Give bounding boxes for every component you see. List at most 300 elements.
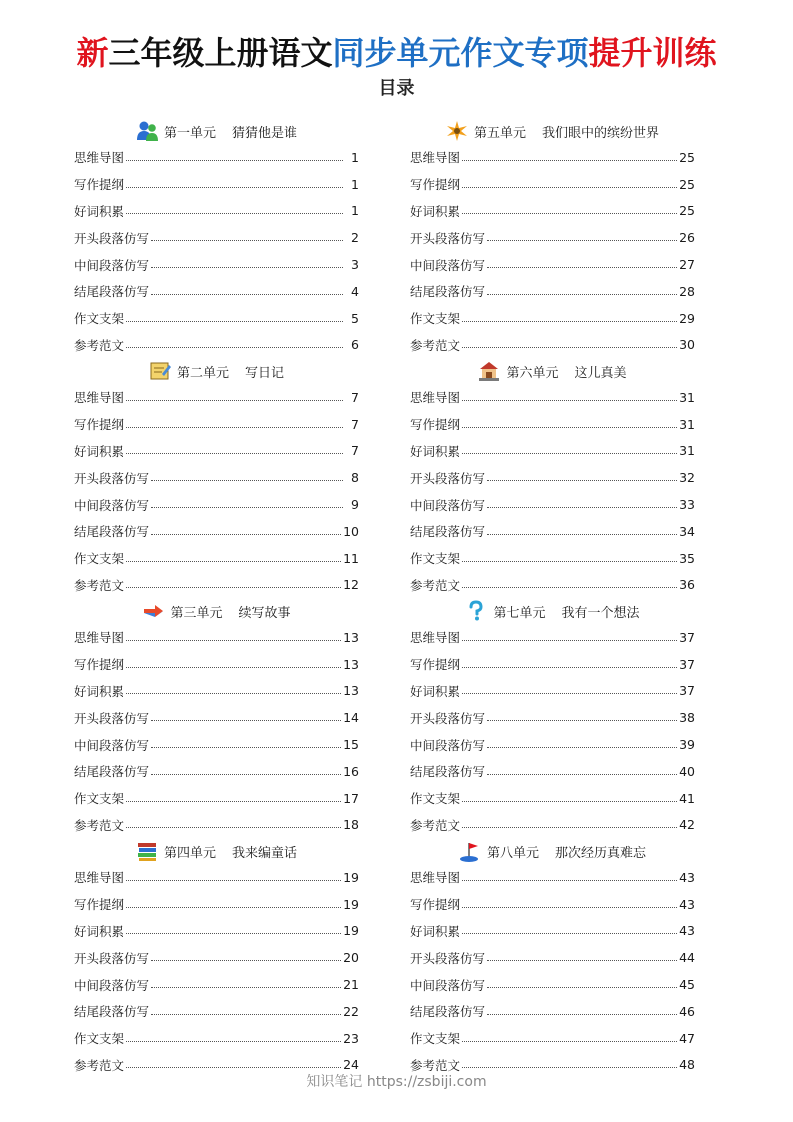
toc-entry-label: 思维导图 — [410, 390, 461, 406]
unit-topic: 那次经历真难忘 — [555, 845, 647, 861]
toc-entry-page-number: 11 — [343, 550, 359, 566]
toc-entry-label: 开头段落仿写 — [410, 470, 486, 486]
toc-entry[interactable] — [410, 332, 695, 359]
toc-entry-label: 参考范文 — [410, 1057, 461, 1073]
toc-entry[interactable] — [74, 411, 359, 438]
toc-entry[interactable] — [410, 384, 695, 411]
toc-entry-page-number: 7 — [351, 443, 359, 459]
toc-entry-label: 作文支架 — [74, 1031, 125, 1047]
toc-entry-label: 好词积累 — [410, 923, 461, 939]
toc-entry[interactable] — [410, 491, 695, 518]
unit-topic: 我来编童话 — [232, 845, 298, 861]
dot-leader — [462, 427, 677, 428]
unit-topic: 这儿真美 — [574, 365, 627, 381]
toc-entry-page-number: 25 — [679, 176, 695, 192]
unit-number: 第五单元 — [473, 125, 526, 141]
toc-entry-page-number: 1 — [351, 203, 359, 219]
toc-entry-page-number: 23 — [343, 1030, 359, 1046]
toc-entry-label: 思维导图 — [74, 150, 125, 166]
dot-leader — [462, 587, 677, 588]
dot-leader — [151, 507, 343, 508]
dot-leader — [462, 667, 677, 668]
dot-leader — [126, 400, 343, 401]
toc-entry[interactable] — [410, 572, 695, 599]
unit-heading[interactable] — [410, 598, 695, 624]
toc-entry-page-number: 25 — [679, 149, 695, 165]
toc-entry[interactable] — [410, 678, 695, 705]
toc-entry[interactable] — [74, 332, 359, 359]
toc-entry-page-number: 6 — [351, 337, 359, 353]
toc-entry[interactable] — [410, 918, 695, 945]
temple-icon — [478, 360, 500, 382]
toc-entry-label: 开头段落仿写 — [74, 470, 150, 486]
dot-leader — [487, 1014, 677, 1015]
toc-entry[interactable] — [74, 891, 359, 918]
dot-leader — [126, 321, 343, 322]
toc-entry-page-number: 1 — [351, 149, 359, 165]
toc-entry[interactable] — [74, 998, 359, 1025]
people-icon — [136, 120, 158, 142]
toc-entry-page-number: 20 — [343, 950, 359, 966]
toc-entry-label: 开头段落仿写 — [74, 710, 150, 726]
toc-entry-page-number: 13 — [343, 683, 359, 699]
unit-heading[interactable] — [410, 838, 695, 864]
toc-entry[interactable] — [74, 651, 359, 678]
dot-leader — [487, 240, 677, 241]
dot-leader — [126, 693, 341, 694]
dot-leader — [487, 267, 677, 268]
toc-entry-label: 结尾段落仿写 — [74, 764, 150, 780]
unit-number: 第七单元 — [493, 605, 546, 621]
toc-entry[interactable] — [410, 305, 695, 332]
unit-topic: 猜猜他是谁 — [232, 125, 298, 141]
unit-number: 第六单元 — [506, 365, 559, 381]
toc-entry-page-number: 31 — [679, 389, 695, 405]
toc-entry-page-number: 16 — [343, 763, 359, 779]
toc-entry[interactable] — [74, 305, 359, 332]
unit-number: 第一单元 — [163, 125, 216, 141]
arrow-right-icon — [142, 600, 164, 622]
unit-number: 第三单元 — [170, 605, 223, 621]
toc-entry-label: 思维导图 — [410, 150, 461, 166]
dot-leader — [151, 267, 343, 268]
toc-entry-label: 作文支架 — [74, 791, 125, 807]
toc-entry[interactable] — [410, 518, 695, 545]
toc-entry-page-number: 17 — [343, 790, 359, 806]
toc-entry-page-number: 21 — [343, 977, 359, 993]
unit-number: 第二单元 — [176, 365, 229, 381]
footer-watermark: 知识笔记 https://zsbiji.com — [306, 1074, 487, 1090]
toc-entry-page-number: 43 — [679, 869, 695, 885]
toc-entry-label: 中间段落仿写 — [74, 977, 150, 993]
dot-leader — [151, 534, 341, 535]
toc-unit-6 — [410, 358, 695, 598]
toc-entry-page-number: 19 — [343, 923, 359, 939]
unit-topic: 续写故事 — [238, 605, 291, 621]
toc-entry-label: 参考范文 — [410, 337, 461, 353]
dot-leader — [126, 667, 341, 668]
toc-entry[interactable] — [410, 624, 695, 651]
toc-entry[interactable] — [410, 198, 695, 225]
toc-entry-label: 写作提纲 — [74, 897, 125, 913]
toc-entry-label: 参考范文 — [410, 817, 461, 833]
toc-entry-page-number: 30 — [679, 337, 695, 353]
toc-entry[interactable] — [410, 464, 695, 491]
toc-entry-label: 作文支架 — [74, 311, 125, 327]
toc-entry-page-number: 5 — [351, 310, 359, 326]
toc-entry-page-number: 14 — [343, 710, 359, 726]
toc-entry-page-number: 3 — [351, 257, 359, 273]
toc-entry-page-number: 26 — [679, 230, 695, 246]
dot-leader — [462, 801, 677, 802]
dot-leader — [487, 294, 677, 295]
toc-entry-label: 作文支架 — [410, 1031, 461, 1047]
toc-entry-page-number: 37 — [679, 683, 695, 699]
unit-heading[interactable] — [74, 358, 359, 384]
toc-entry-label: 思维导图 — [74, 390, 125, 406]
toc-entry[interactable] — [74, 224, 359, 251]
toc-entry[interactable] — [74, 251, 359, 278]
toc-entry[interactable] — [410, 224, 695, 251]
toc-entry[interactable] — [74, 944, 359, 971]
dot-leader — [151, 1014, 341, 1015]
sparkle-star-icon — [446, 120, 468, 142]
title-part-training: 提升训练 — [588, 34, 717, 72]
toc-entry[interactable] — [74, 171, 359, 198]
toc-entry-page-number: 2 — [351, 230, 359, 246]
toc-entry-label: 参考范文 — [74, 817, 125, 833]
toc-entry[interactable] — [74, 438, 359, 465]
dot-leader — [487, 507, 677, 508]
toc-entry-label: 结尾段落仿写 — [410, 764, 486, 780]
toc-entry-page-number: 10 — [343, 523, 359, 539]
toc-entry-label: 中间段落仿写 — [410, 737, 486, 753]
toc-unit-3 — [74, 598, 359, 838]
toc-entry-page-number: 41 — [679, 790, 695, 806]
toc-entry-page-number: 25 — [679, 203, 695, 219]
toc-entry[interactable] — [74, 198, 359, 225]
toc-entry[interactable] — [74, 1025, 359, 1052]
dot-leader — [462, 160, 677, 161]
toc-entry[interactable] — [410, 144, 695, 171]
flag-icon — [459, 840, 481, 862]
toc-entry-page-number: 47 — [679, 1030, 695, 1046]
toc-entry[interactable] — [410, 731, 695, 758]
toc-entry[interactable] — [410, 891, 695, 918]
toc-entry-label: 开头段落仿写 — [410, 950, 486, 966]
toc-entry[interactable] — [74, 144, 359, 171]
toc-entry[interactable] — [74, 971, 359, 998]
toc-unit-5 — [410, 118, 695, 358]
toc-entry[interactable] — [410, 758, 695, 785]
toc-entry-label: 开头段落仿写 — [410, 230, 486, 246]
toc-entry-page-number: 37 — [679, 629, 695, 645]
toc-entry-label: 中间段落仿写 — [410, 497, 486, 513]
toc-entry-page-number: 24 — [343, 1057, 359, 1073]
toc-entry-page-number: 31 — [679, 443, 695, 459]
toc-entry-page-number: 27 — [679, 257, 695, 273]
toc-entry-page-number: 1 — [351, 176, 359, 192]
toc-entry-page-number: 35 — [679, 550, 695, 566]
toc-entry[interactable] — [74, 464, 359, 491]
toc-entry-page-number: 31 — [679, 416, 695, 432]
dot-leader — [126, 880, 341, 881]
toc-entry-page-number: 45 — [679, 977, 695, 993]
books-icon — [136, 840, 158, 862]
unit-heading[interactable] — [74, 598, 359, 624]
toc-entry[interactable] — [74, 518, 359, 545]
toc-entry-label: 写作提纲 — [74, 417, 125, 433]
toc-entry-label: 思维导图 — [410, 630, 461, 646]
toc-entry-label: 作文支架 — [74, 551, 125, 567]
toc-entry[interactable] — [410, 864, 695, 891]
toc-entry-page-number: 32 — [679, 470, 695, 486]
toc-entry[interactable] — [74, 384, 359, 411]
toc-entry-page-number: 39 — [679, 737, 695, 753]
toc-entry-label: 结尾段落仿写 — [74, 524, 150, 540]
unit-heading[interactable] — [410, 358, 695, 384]
toc-entry-page-number: 33 — [679, 497, 695, 513]
toc-entry-page-number: 13 — [343, 629, 359, 645]
toc-entry-page-number: 43 — [679, 923, 695, 939]
toc-entry[interactable] — [74, 704, 359, 731]
dot-leader — [126, 561, 341, 562]
dot-leader — [126, 587, 341, 588]
title-part-grade: 三年级上册语文 — [108, 34, 333, 72]
toc-entry-page-number: 48 — [679, 1057, 695, 1073]
toc-entry-page-number: 19 — [343, 869, 359, 885]
dot-leader — [462, 827, 677, 828]
unit-topic: 写日记 — [245, 365, 285, 381]
toc-entry-page-number: 13 — [343, 656, 359, 672]
toc-entry-page-number: 15 — [343, 737, 359, 753]
toc-entry-label: 中间段落仿写 — [74, 737, 150, 753]
toc-entry-label: 作文支架 — [410, 311, 461, 327]
toc-entry-page-number: 29 — [679, 310, 695, 326]
toc-entry[interactable] — [74, 491, 359, 518]
toc-entry-page-number: 46 — [679, 1003, 695, 1019]
dot-leader — [462, 453, 677, 454]
dot-leader — [126, 801, 341, 802]
toc-entry[interactable] — [74, 572, 359, 599]
dot-leader — [462, 561, 677, 562]
toc-entry[interactable] — [74, 278, 359, 305]
dot-leader — [462, 1067, 677, 1068]
unit-topic: 我有一个想法 — [561, 605, 640, 621]
toc-entry-label: 参考范文 — [410, 577, 461, 593]
toc-unit-1 — [74, 118, 359, 358]
toc-entry-page-number: 36 — [679, 577, 695, 593]
toc-entry-label: 结尾段落仿写 — [410, 524, 486, 540]
toc-entry[interactable] — [74, 812, 359, 839]
dot-leader — [462, 400, 677, 401]
dot-leader — [126, 453, 343, 454]
toc-entry-page-number: 40 — [679, 763, 695, 779]
dot-leader — [462, 693, 677, 694]
toc-entry[interactable] — [410, 171, 695, 198]
toc-entry[interactable] — [74, 678, 359, 705]
dot-leader — [126, 640, 341, 641]
toc-entry[interactable] — [410, 944, 695, 971]
toc-entry-label: 好词积累 — [74, 443, 125, 459]
toc-entry[interactable] — [74, 545, 359, 572]
dot-leader — [151, 240, 343, 241]
toc-entry[interactable] — [74, 918, 359, 945]
dot-leader — [487, 534, 677, 535]
toc-entry[interactable] — [410, 278, 695, 305]
toc-unit-4 — [74, 838, 359, 1078]
dot-leader — [487, 720, 677, 721]
dot-leader — [462, 640, 677, 641]
toc-entry-page-number: 34 — [679, 523, 695, 539]
toc-entry-label: 结尾段落仿写 — [410, 284, 486, 300]
dot-leader — [126, 213, 343, 214]
toc-entry[interactable] — [74, 758, 359, 785]
toc-entry-label: 开头段落仿写 — [74, 230, 150, 246]
dot-leader — [487, 480, 677, 481]
toc-entry-label: 思维导图 — [74, 630, 125, 646]
toc-entry-page-number: 8 — [351, 470, 359, 486]
dot-leader — [151, 294, 343, 295]
notebook-icon — [149, 360, 171, 382]
toc-entry-label: 好词积累 — [74, 923, 125, 939]
dot-leader — [462, 347, 677, 348]
dot-leader — [462, 933, 677, 934]
toc-heading: 目录 — [378, 78, 415, 99]
toc-entry-page-number: 9 — [351, 497, 359, 513]
toc-entry-label: 作文支架 — [410, 791, 461, 807]
dot-leader — [126, 427, 343, 428]
toc-entry-page-number: 22 — [343, 1003, 359, 1019]
toc-entry-label: 好词积累 — [410, 443, 461, 459]
unit-topic: 我们眼中的缤纷世界 — [542, 125, 660, 141]
dot-leader — [126, 1067, 341, 1068]
toc-entry[interactable] — [410, 411, 695, 438]
toc-entry-label: 思维导图 — [74, 870, 125, 886]
toc-entry-label: 中间段落仿写 — [74, 257, 150, 273]
toc-unit-8 — [410, 838, 695, 1078]
toc-entry-page-number: 7 — [351, 416, 359, 432]
toc-entry-label: 参考范文 — [74, 1057, 125, 1073]
title-part-topic: 同步单元作文专项 — [332, 34, 589, 72]
unit-heading[interactable] — [410, 118, 695, 144]
toc-entry-label: 参考范文 — [74, 577, 125, 593]
dot-leader — [462, 907, 677, 908]
toc-entry-label: 中间段落仿写 — [74, 497, 150, 513]
dot-leader — [462, 880, 677, 881]
toc-entry-label: 结尾段落仿写 — [410, 1004, 486, 1020]
toc-entry[interactable] — [410, 438, 695, 465]
toc-entry-page-number: 42 — [679, 817, 695, 833]
dot-leader — [126, 187, 343, 188]
toc-entry[interactable] — [410, 545, 695, 572]
toc-entry-label: 好词积累 — [410, 203, 461, 219]
toc-entry-label: 结尾段落仿写 — [74, 1004, 150, 1020]
unit-heading[interactable] — [74, 838, 359, 864]
dot-leader — [151, 987, 341, 988]
toc-entry-label: 中间段落仿写 — [410, 257, 486, 273]
toc-entry[interactable] — [410, 785, 695, 812]
toc-entry-label: 参考范文 — [74, 337, 125, 353]
toc-unit-2 — [74, 358, 359, 598]
toc-column-left — [74, 118, 359, 1078]
toc-entry-page-number: 4 — [351, 283, 359, 299]
toc-entry-label: 写作提纲 — [410, 177, 461, 193]
toc-entry-label: 写作提纲 — [410, 897, 461, 913]
dot-leader — [151, 774, 341, 775]
toc-unit-7 — [410, 598, 695, 838]
toc-entry-label: 写作提纲 — [74, 177, 125, 193]
toc-entry[interactable] — [74, 785, 359, 812]
dot-leader — [126, 933, 341, 934]
toc-entry-label: 写作提纲 — [410, 657, 461, 673]
dot-leader — [462, 187, 677, 188]
toc-entry-label: 中间段落仿写 — [410, 977, 486, 993]
toc-entry-label: 结尾段落仿写 — [74, 284, 150, 300]
toc-entry-page-number: 7 — [351, 389, 359, 405]
dot-leader — [126, 1041, 341, 1042]
toc-entry-page-number: 43 — [679, 896, 695, 912]
dot-leader — [126, 160, 343, 161]
toc-entry[interactable] — [410, 704, 695, 731]
dot-leader — [151, 960, 341, 961]
toc-entry-label: 思维导图 — [410, 870, 461, 886]
toc-entry-label: 写作提纲 — [410, 417, 461, 433]
toc-entry[interactable] — [410, 998, 695, 1025]
toc-entry-page-number: 38 — [679, 710, 695, 726]
toc-entry-page-number: 18 — [343, 817, 359, 833]
toc-entry[interactable] — [410, 971, 695, 998]
dot-leader — [462, 321, 677, 322]
dot-leader — [151, 720, 341, 721]
dot-leader — [151, 747, 341, 748]
dot-leader — [151, 480, 343, 481]
toc-entry-page-number: 12 — [343, 577, 359, 593]
toc-entry-page-number: 28 — [679, 283, 695, 299]
dot-leader — [126, 907, 341, 908]
dot-leader — [126, 827, 341, 828]
dot-leader — [487, 774, 677, 775]
title-part-new: 新 — [76, 34, 109, 72]
unit-number: 第八单元 — [486, 845, 539, 861]
toc-entry[interactable] — [410, 812, 695, 839]
toc-entry-page-number: 37 — [679, 656, 695, 672]
toc-entry-label: 开头段落仿写 — [74, 950, 150, 966]
toc-entry-label: 好词积累 — [410, 683, 461, 699]
unit-heading[interactable] — [74, 118, 359, 144]
question-mark-icon — [465, 600, 487, 622]
dot-leader — [487, 987, 677, 988]
toc-entry[interactable] — [410, 1025, 695, 1052]
toc-entry-page-number: 44 — [679, 950, 695, 966]
toc-entry[interactable] — [74, 624, 359, 651]
toc-entry-label: 写作提纲 — [74, 657, 125, 673]
dot-leader — [126, 347, 343, 348]
toc-column-right — [410, 118, 695, 1078]
toc-entry-label: 好词积累 — [74, 683, 125, 699]
dot-leader — [487, 960, 677, 961]
toc-entry[interactable] — [74, 864, 359, 891]
dot-leader — [462, 213, 677, 214]
toc-entry-label: 开头段落仿写 — [410, 710, 486, 726]
toc-entry[interactable] — [410, 251, 695, 278]
unit-number: 第四单元 — [163, 845, 216, 861]
toc-entry-page-number: 19 — [343, 896, 359, 912]
dot-leader — [462, 1041, 677, 1042]
toc-entry[interactable] — [410, 651, 695, 678]
dot-leader — [487, 747, 677, 748]
toc-entry[interactable] — [74, 731, 359, 758]
